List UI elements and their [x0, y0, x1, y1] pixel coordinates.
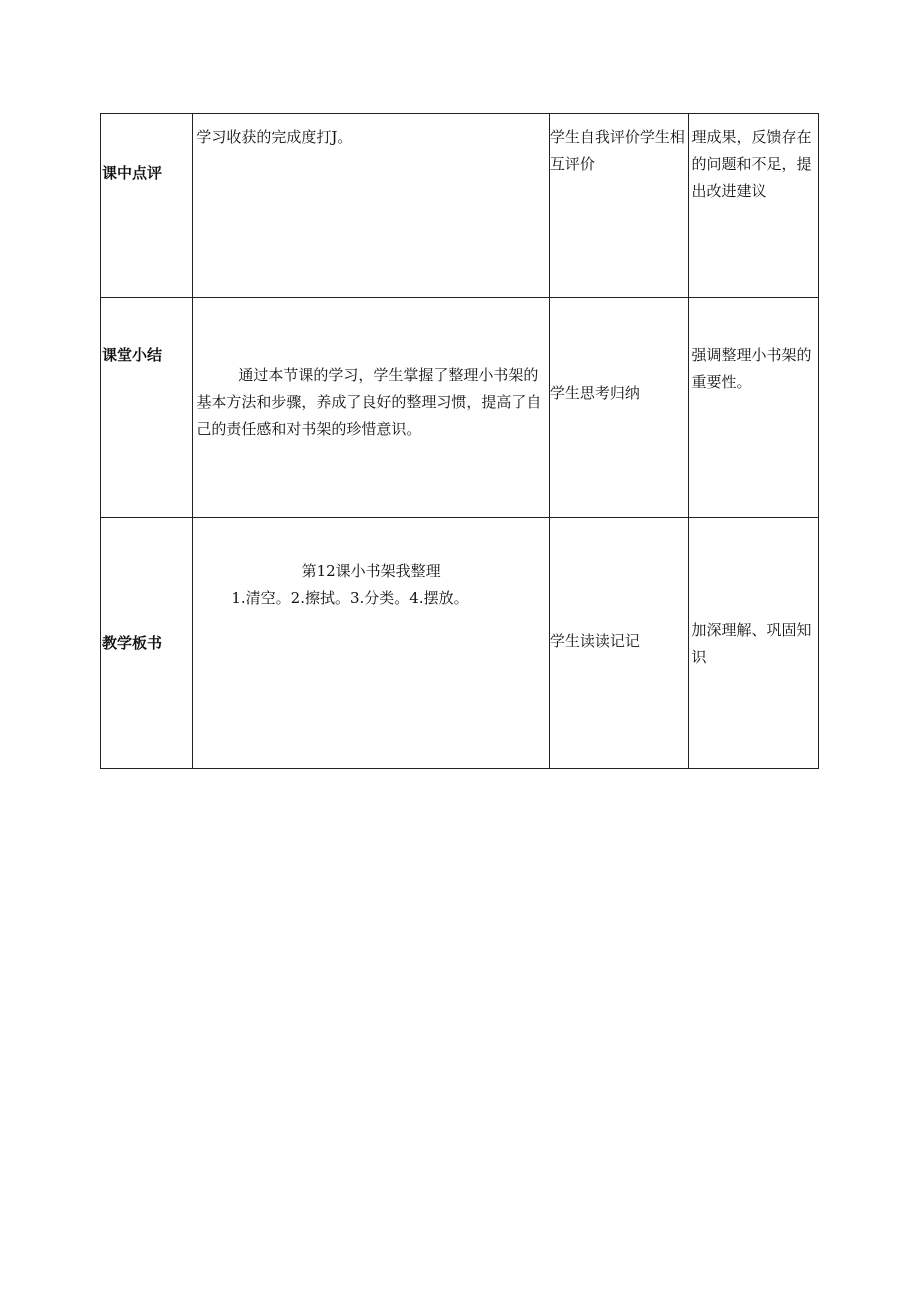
student-activity-cell: [549, 518, 689, 769]
design-intent-text: 理成果，反馈存在的问题和不足，提出改进建议: [691, 128, 812, 200]
stage-label: 教学板书: [102, 634, 163, 652]
content-text: 学习收获的完成度打J。: [196, 128, 353, 146]
stage-cell: [101, 518, 193, 769]
stage-label: 课中点评: [102, 164, 163, 182]
table-row-blackboard: [101, 518, 819, 769]
table-row-review: [101, 114, 819, 298]
design-intent-text: 加深理解、巩固知识: [691, 621, 812, 666]
blackboard-steps: 1.清空。2.擦拭。3.分类。4.摆放。: [231, 589, 469, 607]
student-activity-cell: [549, 298, 689, 518]
content-cell: [193, 114, 549, 298]
content-cell: [193, 518, 549, 769]
content-text: 通过本节课的学习，学生掌握了整理小书架的基本方法和步骤，养成了良好的整理习惯，提高了自己的责任感和对书架的珍惜意识。: [196, 366, 542, 438]
blackboard-content: [193, 518, 548, 612]
design-intent-cell: [689, 114, 819, 298]
content-cell: [193, 298, 549, 518]
lesson-plan-table: [100, 113, 819, 769]
stage-cell: [101, 298, 193, 518]
blackboard-title: 第12课小书架我整理: [301, 562, 441, 580]
table-row-summary: [101, 298, 819, 518]
student-activity-cell: [549, 114, 689, 298]
stage-cell: [101, 114, 193, 298]
student-activity-text: 学生读读记记: [549, 632, 640, 650]
student-activity-text: 学生思考归纳: [549, 384, 640, 402]
student-activity-text: 学生自我评价学生相互评价: [549, 128, 685, 173]
design-intent-text: 强调整理小书架的重要性。: [691, 346, 812, 391]
design-intent-cell: [689, 298, 819, 518]
stage-label: 课堂小结: [102, 346, 163, 364]
design-intent-cell: [689, 518, 819, 769]
